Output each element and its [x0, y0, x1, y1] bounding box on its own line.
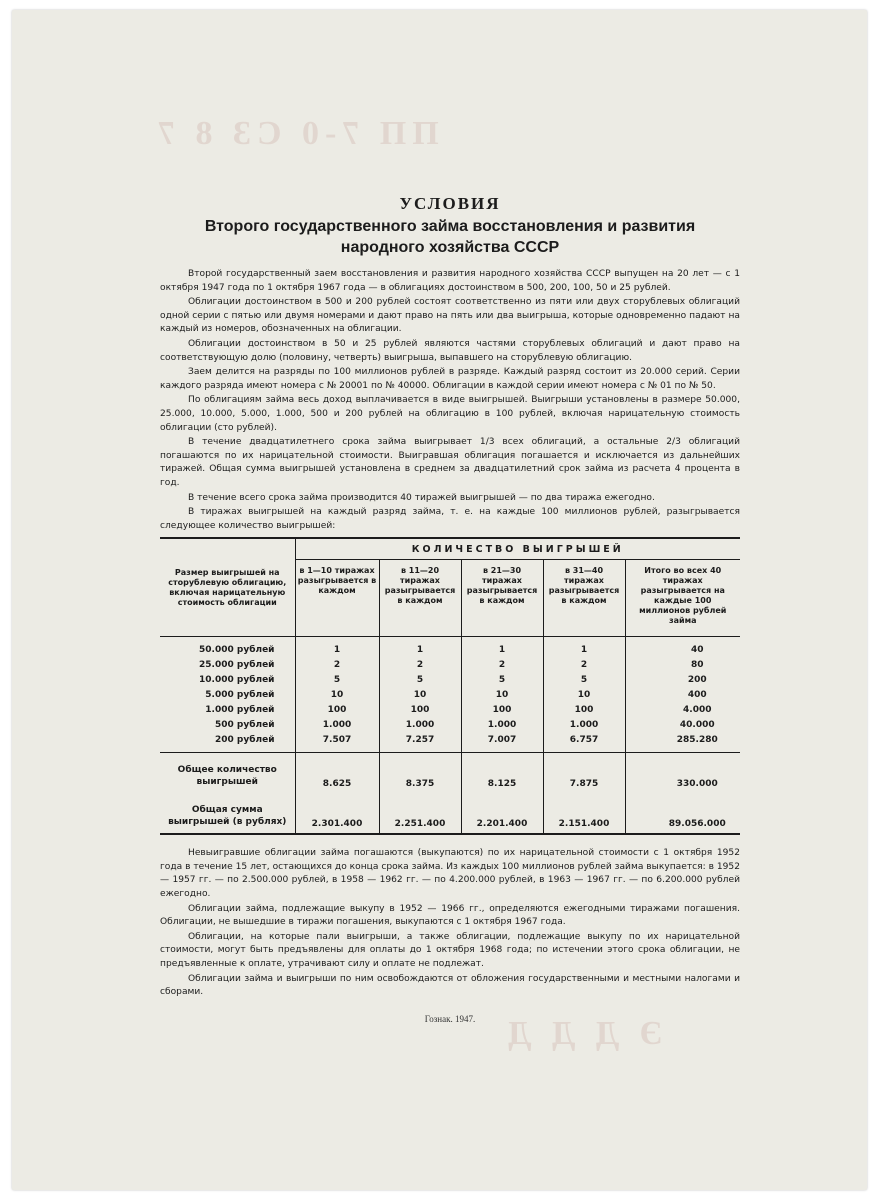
subtitle-line-2: народного хозяйства СССР [340, 239, 560, 256]
prize-amount: 200 рублей [160, 732, 295, 753]
cell: 8.375 [379, 753, 461, 794]
table-row [160, 637, 740, 658]
prize-amount: 10.000 рублей [160, 672, 295, 687]
table-group-header: КОЛИЧЕСТВО ВЫИГРЫШЕЙ [295, 538, 740, 560]
cell: 5 [543, 672, 625, 687]
paragraph: Второй государственный заем восстановления и развития народного хозяйства СССР выпущен на 20 лет — с 1 октября 1947 года по 1 октября 1967 года — в облигациях достоинством в 500, 200, 100, 50 и 25 рублей. [160, 269, 740, 293]
cell-total: 400 [687, 689, 707, 700]
bleed-through-serial-top: ПП 7-0 СЗ 8 7 [152, 115, 439, 152]
cell: 7.507 [295, 732, 379, 753]
cell: 8.125 [461, 753, 543, 794]
cell: 5 [295, 672, 379, 687]
cell-total: 200 [687, 674, 707, 685]
total-count-label: Общее количество выигрышей [160, 753, 295, 794]
cell: 1 [543, 637, 625, 658]
cell: 1.000 [543, 717, 625, 732]
cell: 100 [461, 702, 543, 717]
cell: 2 [461, 657, 543, 672]
cell: 100 [379, 702, 461, 717]
cell: 1 [379, 637, 461, 658]
table-subheader: в 11—20 тиражах разыгрывается в каждом [379, 560, 461, 637]
table-row [160, 702, 740, 717]
paragraph: Облигации, на которые пали выигрыши, а также облигации, подлежащие выкупу по их нарицательной стоимости, могут быть предъявлены для оплаты до 1 октября 1968 года; по истечении этого срока облигации, не предъявленные к оплате, утрачивают силу и оплате не подлежат. [160, 931, 740, 970]
table-row [160, 687, 740, 702]
table-row [160, 657, 740, 672]
bleed-through-serial-bottom: Э Д Д Д [502, 1015, 663, 1052]
cell: 100 [295, 702, 379, 717]
cell: 2.201.400 [461, 793, 543, 834]
table-left-header: Размер выигрышей на сторублевую облигацию, включая нарицательную стоимость облигации [160, 538, 295, 637]
paragraph: В течение двадцатилетнего срока займа выигрывает 1/3 всех облигаций, а остальные 2/3 облигаций погашаются по их нарицательной стоимости. Выигравшая облигация погашается и исключается из дальнейших тиражей. Общая сумма выигрышей установлена в среднем за двадцатилетний срок займа из расчета 4 процента в год. [160, 437, 740, 488]
prize-amount: 50.000 рублей [160, 637, 295, 658]
paragraph: Заем делится на разряды по 100 миллионов рублей в разряде. Каждый разряд состоит из 20.000 серий. Серии каждого разряда имеют номера с № 20001 по № 40000. Облигации в каждой серии имеют номера с № 01 по № 50. [160, 367, 740, 391]
cell: 5 [461, 672, 543, 687]
paragraph: В тиражах выигрышей на каждый разряд займа, т. е. на каждые 100 миллионов рублей, разыгрывается следующее количество выигрышей: [160, 507, 740, 531]
cell: 7.007 [461, 732, 543, 753]
prize-amount: 500 рублей [160, 717, 295, 732]
prize-amount: 5.000 рублей [160, 687, 295, 702]
bond-sheet [12, 10, 867, 1190]
document-subtitle [160, 216, 740, 258]
printer-imprint: Гознак. 1947. [424, 1013, 476, 1024]
cell: 10 [295, 687, 379, 702]
table-subheader: в 31—40 тиражах разыгрывается в каждом [543, 560, 625, 637]
table-row-total-count [160, 753, 740, 794]
cell-total: 4.000 [683, 704, 712, 715]
table-row-total-sum [160, 793, 740, 834]
cell: 10 [543, 687, 625, 702]
table-row [160, 732, 740, 753]
cell: 5 [379, 672, 461, 687]
table-row [160, 717, 740, 732]
table-subheader: Итого во всех 40 тиражах разыгрывается на каждые 100 миллионов рублей займа [625, 560, 740, 637]
cell: 8.625 [295, 753, 379, 794]
cell-total: 89.056.000 [625, 793, 740, 834]
table-subheader: в 1—10 тиражах разыгрывается в каждом [295, 560, 379, 637]
cell: 10 [461, 687, 543, 702]
table-subheader: в 21—30 тиражах разыгрывается в каждом [461, 560, 543, 637]
cell: 2 [379, 657, 461, 672]
cell: 7.257 [379, 732, 461, 753]
prize-amount: 1.000 рублей [160, 702, 295, 717]
cell: 7.875 [543, 753, 625, 794]
cell: 2 [543, 657, 625, 672]
closing-paragraphs [160, 847, 740, 1000]
cell: 10 [379, 687, 461, 702]
table-row [160, 672, 740, 687]
cell: 1.000 [295, 717, 379, 732]
prize-table [160, 537, 740, 835]
document-title: УСЛОВИЯ [399, 194, 501, 213]
cell: 2 [295, 657, 379, 672]
paragraph: Облигации достоинством в 500 и 200 рублей состоят соответственно из пяти или двух сторублевых облигаций одной серии с пятью или двумя номерами и дают право на пять или два выигрыша, которые одновременно падают на каждый из номеров, обозначенных на облигации. [160, 297, 740, 335]
cell: 1.000 [461, 717, 543, 732]
cell-total: 40 [690, 644, 704, 655]
cell-total: 330.000 [625, 753, 740, 794]
cell: 2.251.400 [379, 793, 461, 834]
cell-total: 80 [690, 659, 704, 670]
cell: 2.301.400 [295, 793, 379, 834]
paragraph: Облигации займа и выигрыши по ним освобождаются от обложения государственными и местными налогами и сборами. [160, 973, 740, 998]
prize-amount: 25.000 рублей [160, 657, 295, 672]
paragraph: По облигациям займа весь доход выплачивается в виде выигрышей. Выигрыши установлены в размере 50.000, 25.000, 10.000, 5.000, 1.000, 500 и 200 рублей на облигацию в 100 рублей, включая нарицательную стоимость облигации (сто рублей). [160, 395, 740, 433]
total-sum-label: Общая сумма выигрышей (в рублях) [160, 793, 295, 834]
cell: 1 [461, 637, 543, 658]
cell: 1.000 [379, 717, 461, 732]
cell: 6.757 [543, 732, 625, 753]
cell: 100 [543, 702, 625, 717]
paragraph: Облигации достоинством в 50 и 25 рублей являются частями сторублевых облигаций и дают право на соответствующую долю (половину, четверть) выигрыша, выпавшего на сторублевую облигацию. [160, 338, 740, 363]
paragraph: В течение всего срока займа производится 40 тиражей выигрышей — по два тиража ежегодно. [188, 492, 655, 503]
cell-total: 40.000 [679, 719, 715, 730]
subtitle-line-1: Второго государственного займа восстановления и развития [204, 218, 696, 235]
conditions-text [160, 194, 740, 1024]
paragraph: Облигации займа, подлежащие выкупу в 1952 — 1966 гг., определяются ежегодными тиражами погашения. Облигации, не вышедшие в тиражи погашения, выкупаются с 1 октября 1967 года. [160, 903, 740, 928]
paragraph: Невыигравшие облигации займа погашаются (выкупаются) по их нарицательной стоимости с 1 октября 1952 года в течение 15 лет, остающихся до конца срока займа. Из каждых 100 миллионов рублей займа выкупается: в 1952 — 1957 гг. — по 2.500.000 рублей, в 1958 — 1962 гг. — по 4.200.000 рублей, в 1963 — 1967 гг. — по 6.200.000 рублей ежегодно. [160, 848, 740, 900]
cell-total: 285.280 [676, 734, 718, 745]
cell: 1 [295, 637, 379, 658]
cell: 2.151.400 [543, 793, 625, 834]
